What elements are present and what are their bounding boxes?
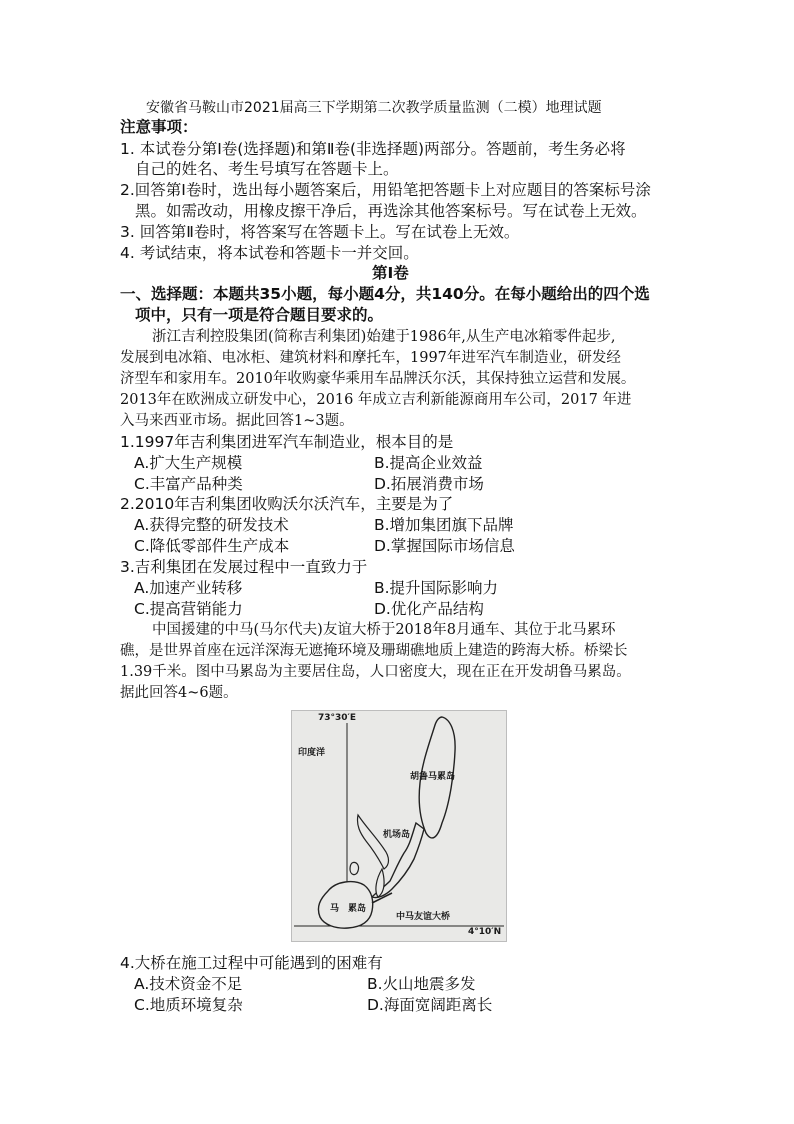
question-4-stem: 4.大桥在施工过程中可能遇到的困难有 xyxy=(120,954,383,972)
question-3-stem: 3.吉利集团在发展过程中一直致力于 xyxy=(120,558,368,576)
question-2-option-b: B.增加集团旗下品牌 xyxy=(374,516,514,534)
indian-ocean-label: 印度洋 xyxy=(298,748,326,758)
notice-item-1-line-2: 自己的姓名、考生号填写在答题卡上。 xyxy=(135,160,399,178)
passage-2-line-4: 据此回答4~6题。 xyxy=(120,685,238,701)
exam-title: 安徽省马鞍山市2021届高三下学期第二次教学质量监测（二模）地理试题 xyxy=(146,100,602,116)
passage-2-line-1: 中国援建的中马(马尔代夫)友谊大桥于2018年8月通车、其位于北马累环 xyxy=(152,622,616,638)
question-2-stem: 2.2010年吉利集团收购沃尔沃汽车，主要是为了 xyxy=(120,495,454,513)
hulhumale-label: 胡鲁马累岛 xyxy=(410,772,456,782)
small-island-shape xyxy=(350,862,359,874)
question-4-option-d: D.海面宽阔距离长 xyxy=(367,996,493,1014)
section-heading-line-1: 一、选择题：本题共35小题，每小题4分，共140分。在每小题给出的四个选 xyxy=(120,285,650,303)
passage-1-line-3: 济型车和家用车。2010年收购豪华乘用车品牌沃尔沃，其保持独立运营和发展。 xyxy=(120,371,636,387)
question-4-option-a: A.技术资金不足 xyxy=(134,975,243,993)
passage-2-line-3: 1.39千米。图中马累岛为主要居住岛，人口密度大，现在正在开发胡鲁马累岛。 xyxy=(120,664,631,680)
passage-2-line-2: 礁，是世界首座在远洋深海无遮掩环境及珊瑚礁地质上建造的跨海大桥。桥梁长 xyxy=(120,643,628,659)
question-4-option-c: C.地质环境复杂 xyxy=(134,996,243,1014)
map-figure xyxy=(291,710,507,942)
notice-heading: 注意事项： xyxy=(120,118,198,136)
question-1-option-a: A.扩大生产规模 xyxy=(134,454,243,472)
question-2-option-d: D.掌握国际市场信息 xyxy=(374,537,515,555)
notice-item-4: 4. 考试结束，将本试卷和答题卡一并交回。 xyxy=(120,244,419,262)
notice-item-3: 3. 回答第Ⅱ卷时，将答案写在答题卡上。写在试卷上无效。 xyxy=(120,223,520,241)
notice-item-1-line-1: 1. 本试卷分第Ⅰ卷(选择题)和第Ⅱ卷(非选择题)两部分。答题前，考生务必将 xyxy=(120,140,626,158)
question-1-option-b: B.提高企业效益 xyxy=(374,454,483,472)
question-1-option-c: C.丰富产品种类 xyxy=(134,475,243,493)
notice-item-2-line-2: 黑。如需改动，用橡皮擦干净后，再选涂其他答案标号。写在试卷上无效。 xyxy=(135,202,647,220)
passage-1-line-1: 浙江吉利控股集团(简称吉利集团)始建于1986年,从生产电冰箱零件起步, xyxy=(152,329,616,345)
question-3-option-d: D.优化产品结构 xyxy=(374,600,484,618)
western-reef-shape xyxy=(357,815,388,869)
question-2-option-c: C.降低零部件生产成本 xyxy=(134,537,290,555)
volume-heading: 第Ⅰ卷 xyxy=(372,264,409,282)
notice-item-2-line-1: 2.回答第Ⅰ卷时，选出每小题答案后，用铅笔把答题卡上对应题目的答案标号涂 xyxy=(120,181,651,199)
question-2-option-a: A.获得完整的研发技术 xyxy=(134,516,289,534)
male-label-part-1: 马 xyxy=(330,904,340,914)
question-1-stem: 1.1997年吉利集团进军汽车制造业，根本目的是 xyxy=(120,433,454,451)
question-4-option-b: B.火山地震多发 xyxy=(367,975,476,993)
question-3-option-c: C.提高营销能力 xyxy=(134,600,243,618)
question-3-option-b: B.提升国际影响力 xyxy=(374,579,499,597)
male-label-part-2: 累岛 xyxy=(348,904,367,914)
passage-1-line-5: 入马来西亚市场。据此回答1~3题。 xyxy=(120,413,354,429)
passage-1-line-4: 2013年在欧洲成立研发中心，2016 年成立吉利新能源商用车公司，2017 年进 xyxy=(120,392,632,408)
bridge-label: 中马友谊大桥 xyxy=(396,912,451,922)
airport-island-label: 机场岛 xyxy=(383,830,411,840)
question-3-option-a: A.加速产业转移 xyxy=(134,579,243,597)
longitude-label: 73°30′E xyxy=(318,713,357,723)
latitude-label: 4°10′N xyxy=(468,927,502,937)
passage-1-line-2: 发展到电冰箱、电冰柜、建筑材料和摩托车，1997年进军汽车制造业，研发经 xyxy=(120,350,621,366)
question-1-option-d: D.拓展消费市场 xyxy=(374,475,484,493)
section-heading-line-2: 项中，只有一项是符合题目要求的。 xyxy=(135,306,384,324)
